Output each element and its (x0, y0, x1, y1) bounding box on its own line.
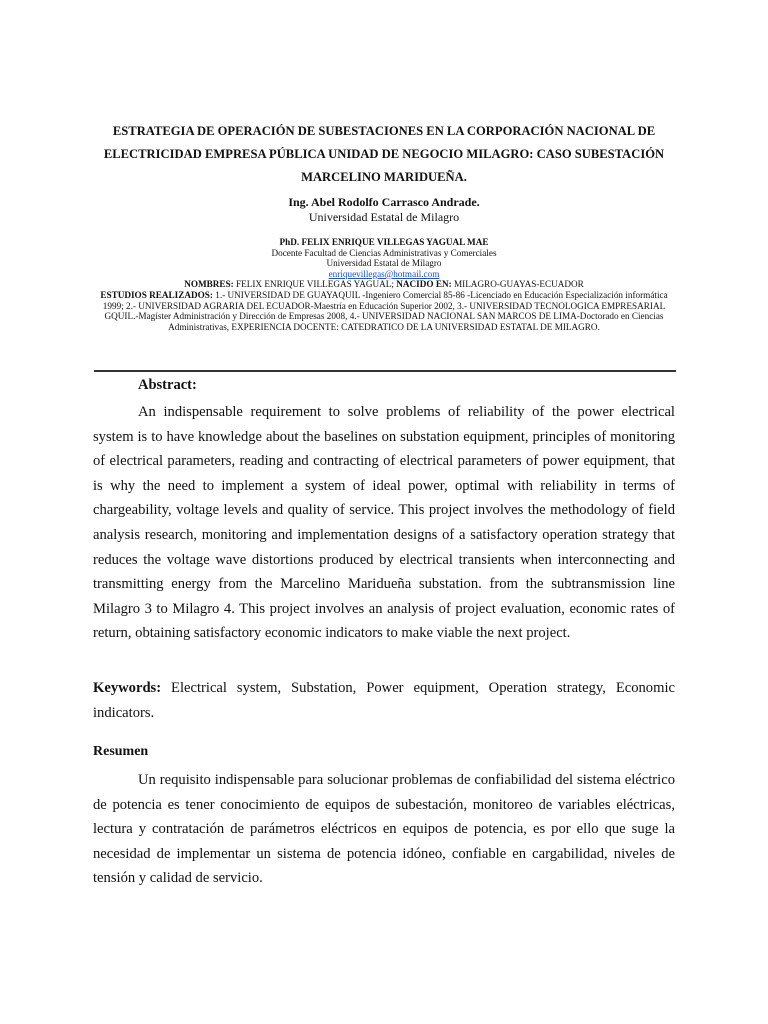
coauthor-position: Docente Facultad de Ciencias Administrativas y Comerciales (271, 247, 497, 258)
estudios-value: 1.- UNIVERSIDAD DE GUAYAQUIL -Ingeniero Comercial 85-86 -Licenciado en Educación Especialización informática 1999; 2.- UNIVERSIDAD AGRARIA DEL ECUADOR-Maestría en Educación Superior 2002, 3.- UNIVERSIDAD TECNOLOGICA EMPRESARIAL GQUIL.-Magíster Administración y Dirección de Empresas 2008, 4.- UNIVERSIDAD NACIONAL SAN MARCOS DE LIMA-Doctorado en Ciencias Administrativas, EXPERIENCIA DOCENTE: CATEDRATICO DE LA UNIVERSIDAD ESTATAL DE MILAGRO. (102, 289, 668, 332)
nombres-label: NOMBRES: (184, 279, 234, 290)
nacido-value: MILAGRO-GUAYAS-ECUADOR (451, 279, 584, 290)
author-affiliation: Universidad Estatal de Milagro (308, 210, 460, 224)
abstract-body: An indispensable requirement to solve problems of reliability of the power electrical system is to have knowledge about the baselines on substation equipment, principles of monitoring of electrical parameters, reading and contracting of electrical parameters of power equipment, that is why the need to implement a system of ideal power, optimal with reliability in terms of chargeability, voltage levels and quality of service. This project involves the methodology of field analysis research, monitoring and implementation designs of a satisfactory operation strategy that reduces the voltage wave distortions produced by electrical transients when interconnecting and transmitting energy from the Marcelino Maridueña substation. from the subtransmission line Milagro 3 to Milagro 4. This project involves an analysis of project evaluation, economic rates of return, obtaining satisfactory economic indicators to make viable the next project. (93, 404, 675, 642)
keywords-line (93, 676, 675, 725)
keywords-value: Electrical system, Substation, Power equipment, Operation strategy, Economic indicators. (93, 680, 675, 721)
coauthor-bio (90, 279, 678, 332)
coauthor-name: PhD. FELIX ENRIQUE VILLEGAS YAGUAL MAE (279, 237, 489, 247)
coauthor-email-link[interactable]: enriquevillegas@hotmail.com (328, 268, 440, 279)
estudios-label: ESTUDIOS REALIZADOS: (100, 289, 213, 300)
nacido-label: NACIDO EN: (396, 279, 452, 290)
section-divider (94, 370, 676, 372)
paper-title: ESTRATEGIA DE OPERACIÓN DE SUBESTACIONES EN LA CORPORACIÓN NACIONAL DE ELECTRICIDAD EMPRESA PÚBLICA UNIDAD DE NEGOCIO MILAGRO: CASO SUBESTACIÓN MARCELINO MARIDUEÑA. (103, 124, 665, 184)
resumen-body: Un requisito indispensable para solucionar problemas de confiabilidad del sistema eléctrico de potencia es tener conocimiento de equipos de subestación, monitoreo de variables eléctricas, lectura y contratación de parámetros eléctricos en equipos de potencia, es por ello que suge la necesidad de implementar un sistema de potencia idóneo, confiable en cargabilidad, niveles de tensión y calidad de servicio. (93, 772, 675, 887)
nombres-value: FELIX ENRIQUE VILLEGAS YAGUAL; (233, 279, 397, 290)
coauthor-block (90, 237, 678, 332)
keywords-label: Keywords: (93, 680, 162, 696)
coauthor-university: Universidad Estatal de Milagro (326, 258, 442, 269)
author-block (0, 195, 768, 225)
author-name: Ing. Abel Rodolfo Carrasco Andrade. (288, 195, 480, 209)
abstract-heading: Abstract: (138, 377, 197, 393)
resumen-heading: Resumen (93, 744, 149, 759)
